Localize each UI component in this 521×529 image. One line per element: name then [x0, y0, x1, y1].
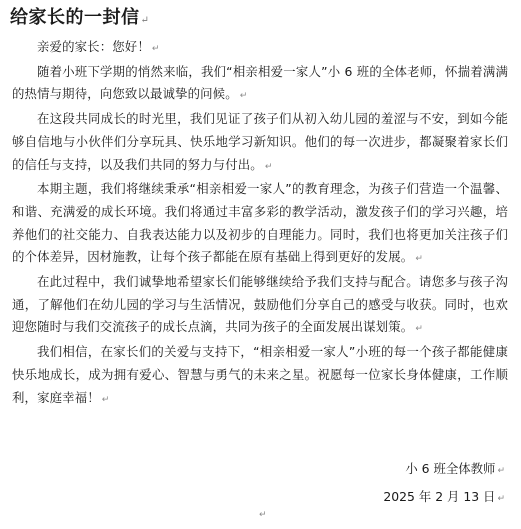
paragraph-5-text: 我们相信，在家长们的关爱与支持下，“相亲相爱一家人”小班的每一个孩子都能健康快乐地成长，成为拥有爱心、智慧与勇气的未来之星。祝愿每一位家长身体健康，工作顺利，家庭幸福！: [12, 344, 508, 405]
letter-title-text: 给家长的一封信: [10, 7, 140, 28]
paragraph-mark-icon: ↵: [264, 161, 273, 172]
letter-paragraph-3: [12, 178, 508, 271]
paragraph-mark-icon: ↵: [101, 394, 110, 405]
letter-date: [383, 487, 505, 509]
greeting-text: 亲爱的家长：您好！: [37, 39, 150, 54]
letter-title: [10, 5, 149, 34]
paragraph-mark-icon: ↵: [415, 324, 424, 335]
paragraph-mark-icon: ↵: [497, 466, 505, 476]
paragraph-mark-icon: ↵: [140, 15, 150, 26]
letter-paragraph-1: [12, 61, 508, 108]
paragraph-3-text: 本期主题，我们将继续秉承“相亲相爱一家人”的教育理念，为孩子们营造一个温馨、和谐、充满爱的成长环境。我们将通过丰富多彩的教学活动，激发孩子们的学习兴趣，培养他们的社交能力、自我表达能力以及初步的自理能力。同时，我们也将更加关注孩子们的个体差异，因材施教，让每个孩子都能在原有基础上得到更好的发展。: [12, 181, 508, 265]
paragraph-2-text: 在这段共同成长的时光里，我们见证了孩子们从初入幼儿园的羞涩与不安，到如今能够自信地与小伙伴们分享玩具、快乐地学习新知识。他们的每一次进步，都凝聚着家长们的信任与支持，以及我们共同的努力与付出。: [12, 111, 508, 172]
paragraph-mark-icon: ↵: [497, 494, 505, 504]
letter-paragraph-2: [12, 108, 508, 178]
paragraph-mark-icon: ↵: [239, 91, 248, 102]
letter-paragraph-4: [12, 271, 508, 341]
letter-signature: [405, 459, 505, 481]
paragraph-mark-icon: ↵: [259, 510, 267, 520]
signature-text: 小 6 班全体教师: [405, 461, 496, 476]
letter-body: [12, 36, 508, 411]
paragraph-4-text: 在此过程中，我们诚挚地希望家长们能够继续给予我们支持与配合。请您多与孩子沟通，了解他们在幼儿园的学习与生活情况，鼓励他们分享自己的感受与收获。同时，也欢迎您随时与我们交流孩子的成长点滴，共同为孩子的全面发展出谋划策。: [12, 274, 508, 335]
letter-paragraph-5: [12, 341, 508, 411]
paragraph-1-text: 随着小班下学期的悄然来临，我们“相亲相爱一家人”小 6 班的全体老师，怀揣着满满的热情与期待，向您致以最诚挚的问候。: [12, 63, 508, 102]
date-text: 2025 年 2 月 13 日: [383, 489, 496, 504]
letter-paragraph-greeting: [12, 36, 508, 61]
paragraph-mark-icon: ↵: [151, 44, 160, 54]
paragraph-mark-icon: ↵: [415, 254, 424, 265]
